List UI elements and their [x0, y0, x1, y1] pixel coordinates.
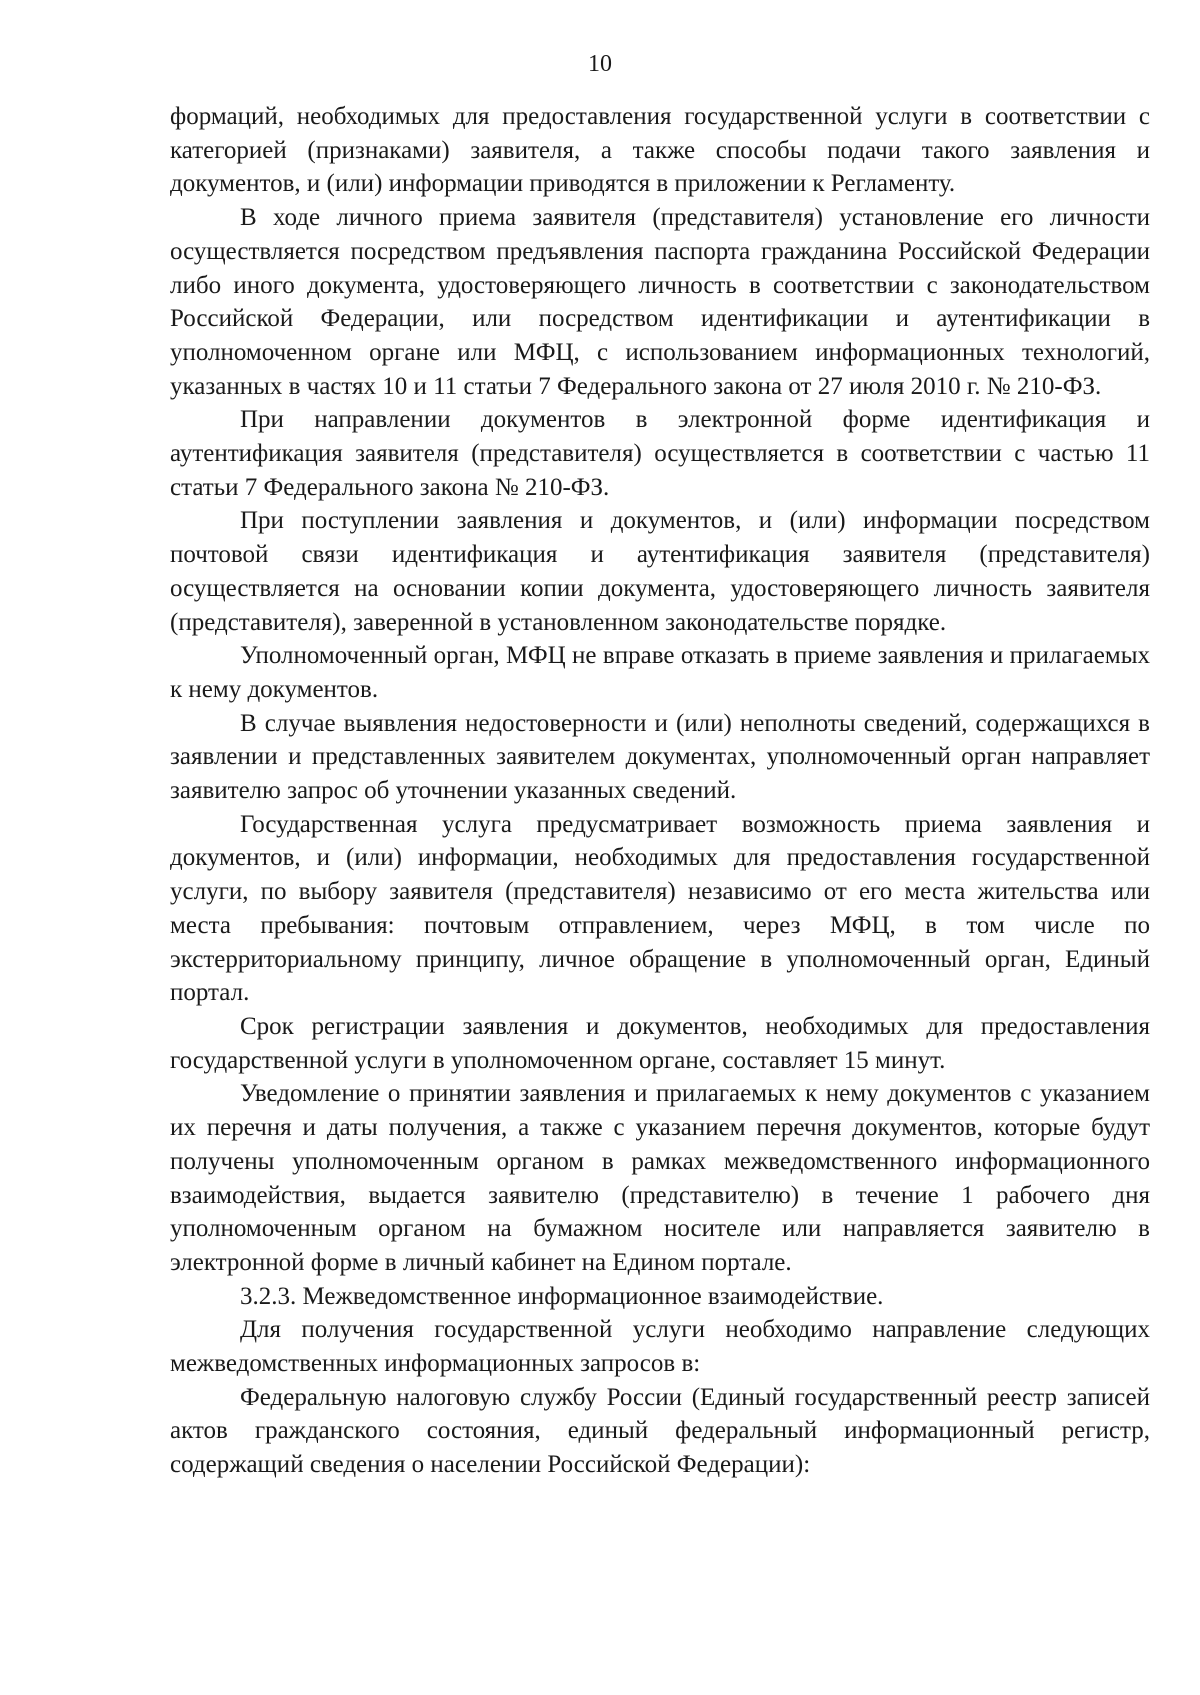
paragraph-11: Для получения государственной услуги необходимо направление следующих межведомственных информационных запросов в: — [170, 1316, 1150, 1378]
paragraph-3: При направлении документов в электронной форме идентификация и аутентификация заявителя (представителя) осуществляется в соответствии с частью 11 статьи 7 Федерального закона № 210-ФЗ. — [170, 406, 1150, 501]
paragraph-2: В ходе личного приема заявителя (представителя) установление его личности осуществляется посредством предъявления паспорта гражданина Российской Федерации либо иного документа, удостоверяющего личность в соответствии с законодательством Российской Федерации, или посредством идентификации и аутентификации в уполномоченном органе или МФЦ, с использованием информационных технологий, указанных в частях 10 и 11 статьи 7 Федерального закона от 27 июля 2010 г. № 210-ФЗ. — [170, 204, 1150, 400]
page-number: 10 — [588, 51, 612, 77]
paragraph-1: формаций, необходимых для предоставления государственной услуги в соответствии с категорией (признаками) заявителя, а также способы подачи такого заявления и документов, и (или) информации приводятся в приложении к Регламенту. — [170, 103, 1150, 198]
paragraph-6: В случае выявления недостоверности и (или) неполноты сведений, содержащихся в заявлении и представленных заявителем документах, уполномоченный орган направляет заявителю запрос об уточнении указанных сведений. — [170, 709, 1150, 805]
paragraph-12: Федеральную налоговую службу России (Единый государственный реестр записей актов гражданского состояния, единый федеральный информационный регистр, содержащий сведения о населении Российской Федерации): — [170, 1383, 1150, 1479]
section-heading-3-2-3: 3.2.3. Межведомственное информационное взаимодействие. — [240, 1282, 884, 1310]
paragraph-9: Уведомление о принятии заявления и прилагаемых к нему документов с указанием их перечня и даты получения, а также с указанием перечня документов, которые будут получены уполномоченным органом в рамках межведомственного информационного взаимодействия, выдается заявителю (представителю) в течение 1 рабочего дня уполномоченным органом на бумажном носителе или направляется заявителю в электронной форме в личный кабинет на Едином портале. — [170, 1080, 1150, 1276]
document-body — [170, 100, 1150, 1482]
paragraph-7: Государственная услуга предусматривает возможность приема заявления и документов, и (или) информации, необходимых для предоставления государственной услуги, по выбору заявителя (представителя) независимо от его места жительства или места пребывания: почтовым отправлением, через МФЦ, в том числе по экстерриториальному принципу, личное обращение в уполномоченный орган, Единый портал. — [170, 810, 1150, 1007]
paragraph-5: Уполномоченный орган, МФЦ не вправе отказать в приеме заявления и прилагаемых к нему документов. — [170, 642, 1150, 703]
paragraph-4: При поступлении заявления и документов, и (или) информации посредством почтовой связи идентификация и аутентификация заявителя (представителя) осуществляется на основании копии документа, удостоверяющего личность заявителя (представителя), заверенной в установленном законодательстве порядке. — [170, 507, 1150, 636]
paragraph-8: Срок регистрации заявления и документов, необходимых для предоставления государственной услуги в уполномоченном органе, составляет 15 минут. — [170, 1012, 1150, 1074]
